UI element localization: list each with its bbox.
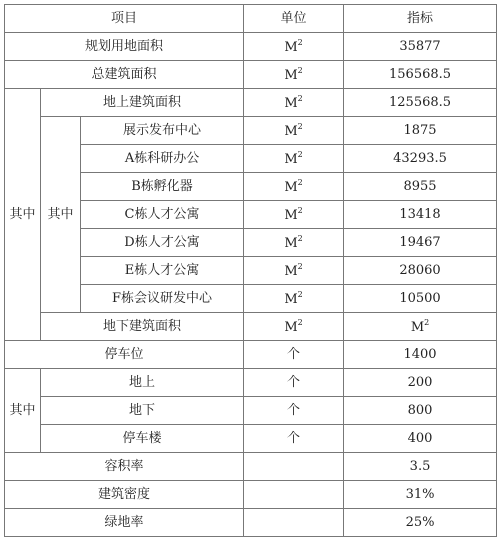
row-label: C栋人才公寓 bbox=[81, 201, 244, 229]
row-unit: 个 bbox=[244, 425, 344, 453]
row-value: 8955 bbox=[344, 173, 497, 201]
row-value: 156568.5 bbox=[344, 61, 497, 89]
row-unit bbox=[244, 481, 344, 509]
table-header-row bbox=[5, 5, 497, 33]
row-label: D栋人才公寓 bbox=[81, 229, 244, 257]
row-label: 地上 bbox=[41, 369, 244, 397]
row-unit: $M^2$ bbox=[244, 257, 344, 285]
row-value: 43293.5 bbox=[344, 145, 497, 173]
row-label: A栋科研办公 bbox=[81, 145, 244, 173]
table-row bbox=[5, 313, 497, 341]
row-value: $M^2$ bbox=[344, 313, 497, 341]
row-value: 200 bbox=[344, 369, 497, 397]
row-value: 800 bbox=[344, 397, 497, 425]
table-row bbox=[5, 341, 497, 369]
group-label-of-which: 其中 bbox=[5, 89, 41, 341]
row-unit: $M^2$ bbox=[244, 173, 344, 201]
row-label: 地下 bbox=[41, 397, 244, 425]
row-unit: 个 bbox=[244, 397, 344, 425]
table-row bbox=[5, 397, 497, 425]
header-value: 指标 bbox=[344, 5, 497, 33]
row-unit: $M^2$ bbox=[244, 117, 344, 145]
row-value: 1400 bbox=[344, 341, 497, 369]
row-value: 28060 bbox=[344, 257, 497, 285]
group-label-of-which: 其中 bbox=[5, 369, 41, 453]
row-label: F栋会议研发中心 bbox=[81, 285, 244, 313]
row-unit: $M^2$ bbox=[244, 61, 344, 89]
row-value: 3.5 bbox=[344, 453, 497, 481]
row-label: 绿地率 bbox=[5, 509, 244, 537]
row-label: B栋孵化器 bbox=[81, 173, 244, 201]
table-row bbox=[5, 89, 497, 117]
row-value: 31% bbox=[344, 481, 497, 509]
row-value: 1875 bbox=[344, 117, 497, 145]
row-unit bbox=[244, 453, 344, 481]
row-unit: 个 bbox=[244, 369, 344, 397]
row-value: 13418 bbox=[344, 201, 497, 229]
table-row bbox=[5, 33, 497, 61]
header-item: 项目 bbox=[5, 5, 244, 33]
table-row bbox=[5, 61, 497, 89]
row-label: 停车楼 bbox=[41, 425, 244, 453]
row-value: 400 bbox=[344, 425, 497, 453]
table-row bbox=[5, 425, 497, 453]
row-unit: $M^2$ bbox=[244, 33, 344, 61]
row-value: 19467 bbox=[344, 229, 497, 257]
table-row bbox=[5, 453, 497, 481]
row-label: 地下建筑面积 bbox=[41, 313, 244, 341]
row-label: 展示发布中心 bbox=[81, 117, 244, 145]
row-label: 停车位 bbox=[5, 341, 244, 369]
row-unit: $M^2$ bbox=[244, 313, 344, 341]
table-row bbox=[5, 117, 497, 145]
table-row bbox=[5, 481, 497, 509]
row-unit: $M^2$ bbox=[244, 89, 344, 117]
row-unit: $M^2$ bbox=[244, 201, 344, 229]
row-unit: $M^2$ bbox=[244, 145, 344, 173]
row-value: 25% bbox=[344, 509, 497, 537]
header-unit: 单位 bbox=[244, 5, 344, 33]
row-value: 35877 bbox=[344, 33, 497, 61]
row-unit: 个 bbox=[244, 341, 344, 369]
row-value: 125568.5 bbox=[344, 89, 497, 117]
table-row bbox=[5, 509, 497, 537]
row-label: 地上建筑面积 bbox=[41, 89, 244, 117]
row-label: 总建筑面积 bbox=[5, 61, 244, 89]
indicator-table bbox=[4, 4, 497, 537]
subgroup-label-of-which: 其中 bbox=[41, 117, 81, 313]
row-unit: $M^2$ bbox=[244, 285, 344, 313]
row-value: 10500 bbox=[344, 285, 497, 313]
table-row bbox=[5, 369, 497, 397]
row-label: 容积率 bbox=[5, 453, 244, 481]
row-unit bbox=[244, 509, 344, 537]
row-label: E栋人才公寓 bbox=[81, 257, 244, 285]
row-label: 建筑密度 bbox=[5, 481, 244, 509]
row-unit: $M^2$ bbox=[244, 229, 344, 257]
row-label: 规划用地面积 bbox=[5, 33, 244, 61]
